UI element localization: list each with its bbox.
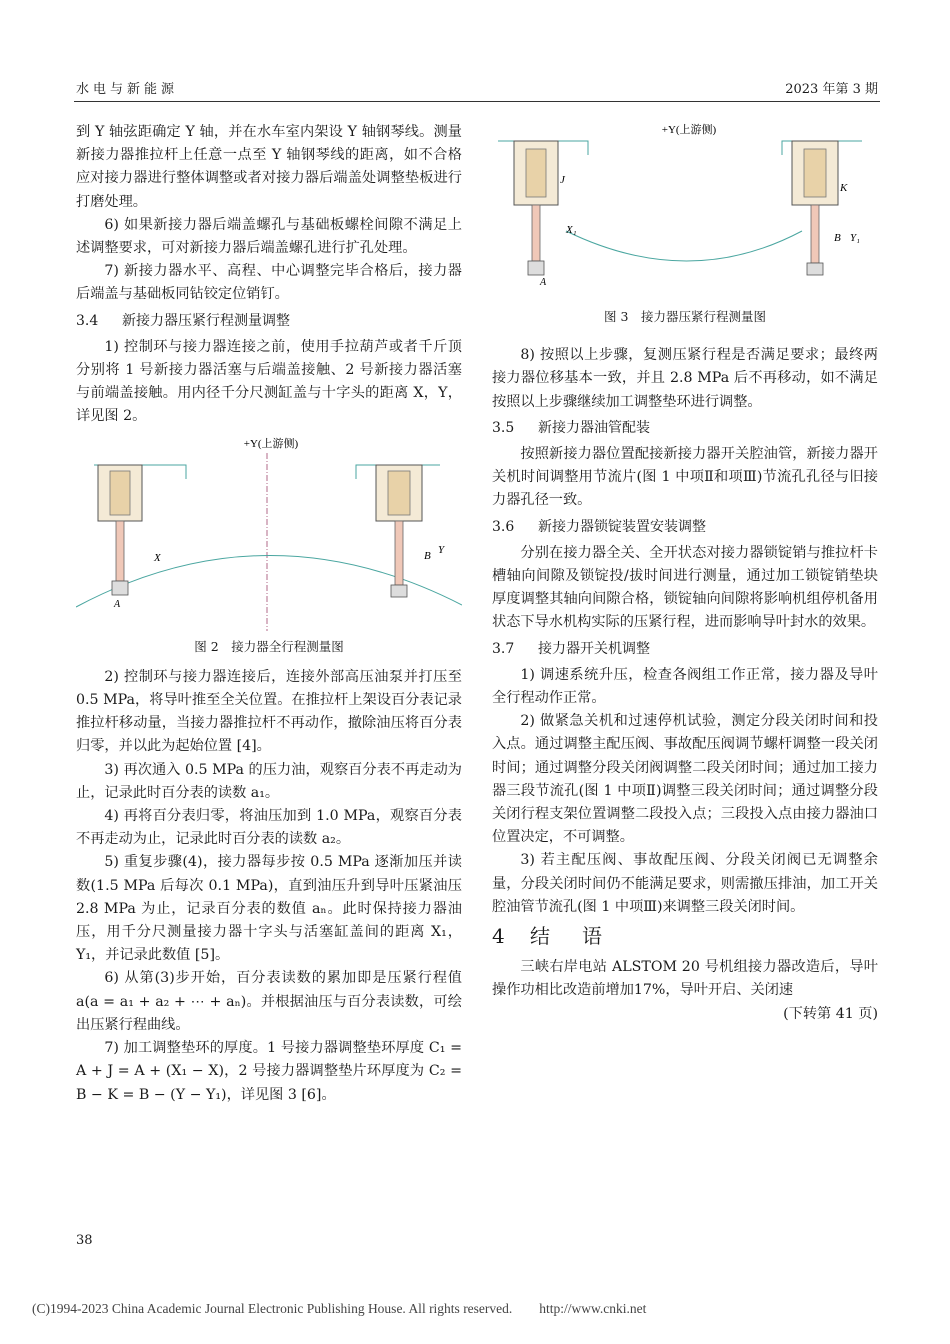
svg-text:K: K bbox=[840, 182, 848, 194]
paragraph: 分别在接力器全关、全开状态对接力器锁锭销与推拉杆卡槽轴向间隙及锁锭投/拔时间进行测量，通过加工锁锭销垫块厚度调整其轴向间隙合格，锁锭轴向间隙将影响机组停机备用状态下导水机构实际的压紧行程，进而影响导叶封水的效果。 bbox=[492, 544, 878, 631]
section-heading-3-6: 3.6 新接力器锁锭装置安装调整 bbox=[492, 518, 706, 535]
issue-label: 2023 年第 3 期 bbox=[785, 82, 878, 97]
figure-2 bbox=[76, 435, 462, 631]
figure-3-diagram bbox=[492, 121, 878, 293]
paragraph: 7) 加工调整垫环的厚度。1 号接力器调整垫环厚度 C₁ = A + J = A + (X₁ − X)，2 号接力器调整垫片环厚度为 C₂ = B − K = B − (Y − Y₁)，详见图 3 [6]。 bbox=[76, 1040, 462, 1103]
fig2-top-label: +Y(上游侧) bbox=[243, 437, 299, 450]
journal-name: 水电与新能源 bbox=[76, 82, 179, 97]
paragraph: 6) 从第(3)步开始，百分表读数的累加即是压紧行程值 a(a = a₁ + a₂ + ⋯ + aₙ)。并根据油压与百分表读数，可绘出压紧行程曲线。 bbox=[76, 970, 462, 1033]
page-number: 38 bbox=[76, 1233, 93, 1248]
svg-text:Y: Y bbox=[438, 543, 445, 556]
copyright-footer: (C)1994-2023 China Academic Journal Electronic Publishing House. All rights reserved. http://www.cnki.net bbox=[32, 1301, 647, 1316]
paragraph: 8) 按照以上步骤，复测压紧行程是否满足要求；最终两接力器位移基本一致，并且 2.8 MPa 后不再移动，如不满足按照以上步骤继续加工调整垫环进行调整。 bbox=[492, 347, 878, 410]
figure-3-caption: 图 3 接力器压紧行程测量图 bbox=[604, 309, 766, 324]
paragraph: 三峡右岸电站 ALSTOM 20 号机组接力器改造后，导叶操作功相比改造前增加17%，导叶开启、关闭速 bbox=[492, 959, 878, 999]
paragraph: 2) 控制环与接力器连接后，连接外部高压油泵并打压至 0.5 MPa，将导叶推至全关位置。在推拉杆上架设百分表记录推拉杆移动量，当接力器推拉杆不再动作，撤除油压将百分表归零，并以此为起始位置 [4]。 bbox=[76, 668, 462, 755]
svg-text:B: B bbox=[424, 549, 431, 562]
section-heading-3-7: 3.7 接力器开关机调整 bbox=[492, 640, 650, 657]
figure-2-caption: 图 2 接力器全行程测量图 bbox=[194, 638, 344, 654]
continued-note: (下转第 41 页) bbox=[783, 1005, 878, 1022]
paragraph: 4) 再将百分表归零，将油压加到 1.0 MPa，观察百分表不再走动为止，记录此时百分表的读数 a₂。 bbox=[76, 808, 462, 848]
header-rule bbox=[74, 101, 880, 102]
right-column bbox=[492, 121, 878, 1026]
paragraph: 1) 控制环与接力器连接之前，使用手拉葫芦或者千斤顶分别将 1 号新接力器活塞与后端盖接触、2 号新接力器活塞与前端盖接触。用内径千分尺测缸盖与十字头的距离 X，Y，详见图 2。 bbox=[76, 338, 462, 425]
left-column bbox=[76, 121, 462, 1107]
paragraph: 5) 重复步骤(4)，接力器每步按 0.5 MPa 逐渐加压并读数(1.5 MPa 后每次 0.1 MPa)，直到油压升到导叶压紧油压 2.8 MPa 为止，记录百分表的数值 aₙ。此时保持接力器油压，用千分尺测量接力器十字头与活塞缸盖间的距离 X₁，Y₁，并记录此数值 [5]。 bbox=[76, 854, 462, 964]
svg-text:J: J bbox=[560, 174, 565, 186]
section-heading-3-4: 3.4 新接力器压紧行程测量调整 bbox=[76, 312, 290, 329]
paragraph: 2) 做紧急关机和过速停机试验，测定分段关闭时间和投入点。通过调整主配压阀、事故配压阀调节螺杆调整一段关闭时间；通过调整分段关闭阀调整二段关闭时间；通过加工接力器三段节流孔(图 1 中项Ⅱ)调整三段关闭时间；通过调整分段关闭行程支架位置调整二段投入点；三段投入点由接力器油口位置决定，不可调整。 bbox=[492, 713, 878, 846]
paragraph: 3) 再次通入 0.5 MPa 的压力油，观察百分表不再走动为止，记录此时百分表的读数 a₁。 bbox=[76, 761, 462, 801]
paragraph: 按照新接力器位置配接新接力器开关腔油管，新接力器开关机时间调整用节流片(图 1 中项Ⅱ和项Ⅲ)节流孔孔径与旧接力器孔径一致。 bbox=[492, 446, 878, 509]
paragraph: 到 Y 轴弦距确定 Y 轴，并在水车室内架设 Y 轴钢琴线。测量新接力器推拉杆上任意一点至 Y 轴钢琴线的距离，如不合格应对接力器进行整体调整或者对接力器后端盖处调整垫板进行打磨处理。 bbox=[76, 124, 462, 210]
figure-3 bbox=[492, 121, 878, 293]
svg-text:A: A bbox=[114, 598, 121, 610]
svg-text:A: A bbox=[540, 277, 547, 288]
figure-2-diagram bbox=[76, 435, 462, 631]
paragraph: 1) 调速系统升压，检查各阀组工作正常，接力器及导叶全行程动作正常。 bbox=[492, 666, 878, 707]
svg-text:Y₁: Y₁ bbox=[850, 232, 860, 244]
paragraph: 3) 若主配压阀、事故配压阀、分段关闭阀已无调整余量，分段关闭时间仍不能满足要求，则需撤压排油，加工开关腔油管节流孔(图 1 中项Ⅲ)来调整三段关闭时间。 bbox=[492, 852, 878, 915]
fig3-top-label: +Y(上游侧) bbox=[661, 124, 717, 136]
paragraph: 7) 新接力器水平、高程、中心调整完毕合格后，接力器后端盖与基础板同钻铰定位销钉。 bbox=[76, 263, 462, 303]
svg-text:X: X bbox=[154, 551, 161, 564]
paragraph: 6) 如果新接力器后端盖螺孔与基础板螺栓间隙不满足上述调整要求，可对新接力器后端盖螺孔进行扩孔处理。 bbox=[76, 216, 462, 257]
svg-text:B: B bbox=[834, 232, 841, 244]
section-heading-4: 4 结 语 bbox=[492, 924, 608, 949]
svg-text:X₁: X₁ bbox=[566, 224, 577, 236]
section-heading-3-5: 3.5 新接力器油管配装 bbox=[492, 419, 650, 436]
